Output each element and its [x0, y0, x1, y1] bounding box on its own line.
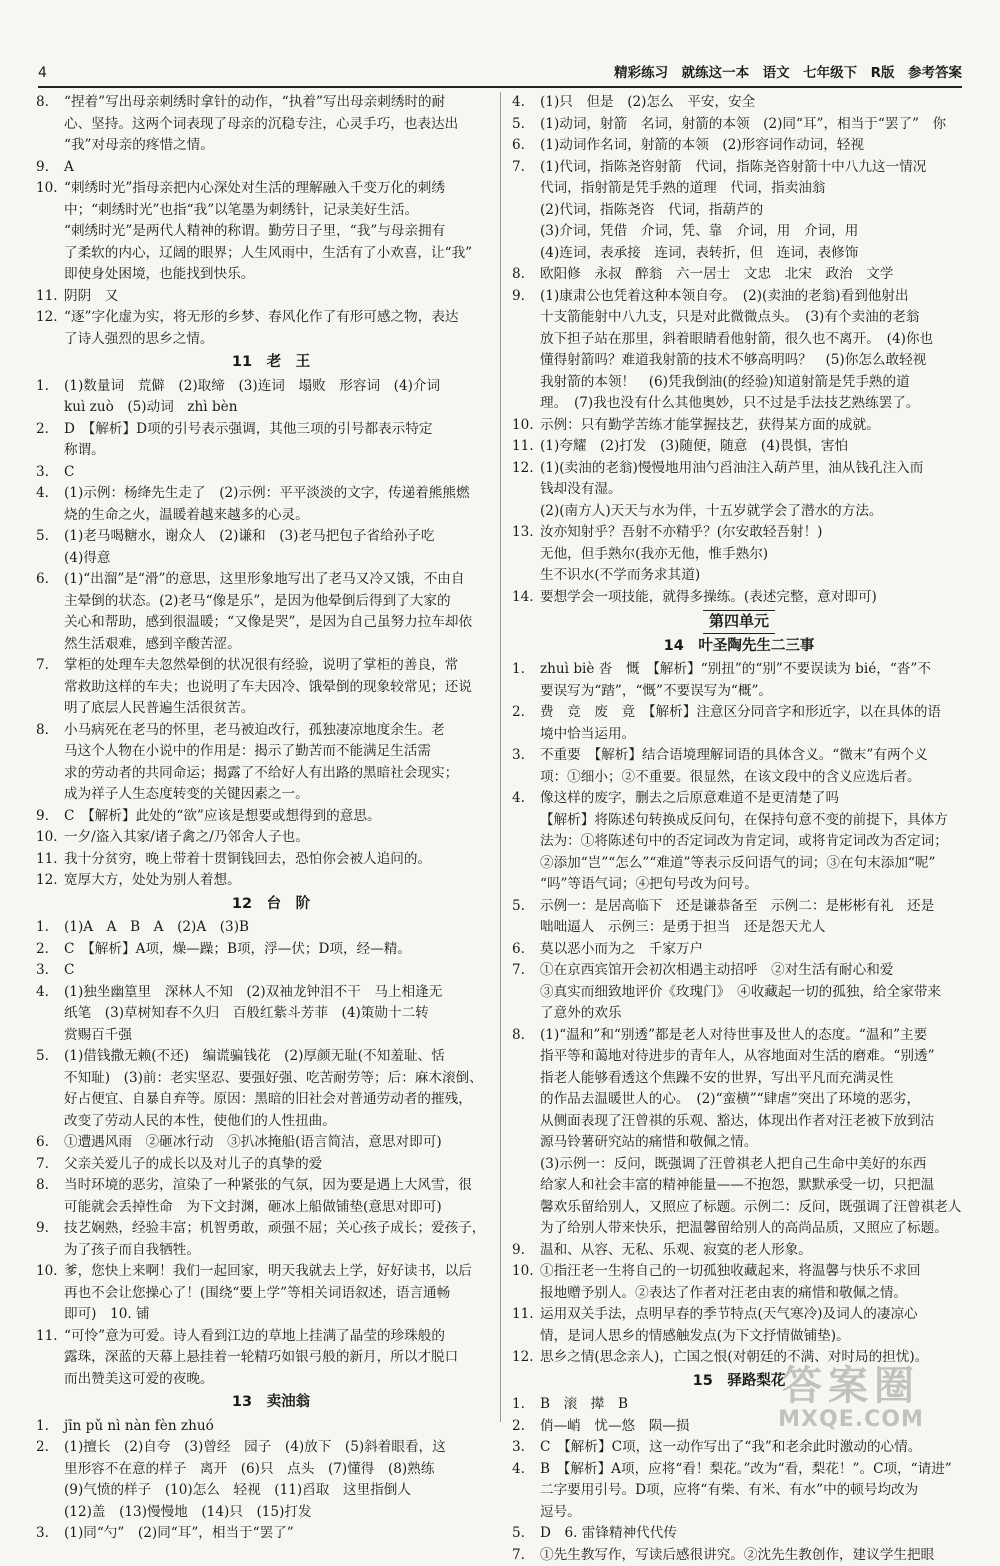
answer-line: 爹，您快上来啊！我们一起回家，明天我就去上学，好好读书，以后	[64, 1261, 506, 1283]
answer-line: 莫以恶小而为之 千家万户	[540, 939, 966, 961]
answer-number: 12.	[512, 1347, 534, 1369]
answer-number: 5.	[512, 1523, 525, 1545]
answer-line: B 【解析】A项，应将“看！梨花。”改为“看，梨花！”。C项，“请进”	[540, 1459, 966, 1481]
answer-number: 6.	[512, 135, 525, 157]
answer-number: 2.	[512, 1416, 525, 1438]
answer-line: (1)“温和”和“别透”都是老人对待世事及世人的态度。“温和”主要	[540, 1025, 966, 1047]
answer-line: 项：①细小；②不重要。很显然，在该文段中的含义应选后者。	[540, 767, 966, 789]
answer-item	[36, 1132, 506, 1154]
answer-item	[512, 702, 966, 745]
page-header	[38, 60, 962, 88]
answer-line: 运用双关手法，点明早春的季节特点(天气寒冷)及词人的凄凉心	[540, 1304, 966, 1326]
answer-line: 给家人和社会丰富的精神能量——不抱怨，默默承受一切，只把温	[540, 1175, 966, 1197]
answer-line: 烧的生命之火，温暖着越来越多的心灵。	[64, 505, 506, 527]
answer-item	[36, 1046, 506, 1132]
answer-line: 我十分贫穷，晚上带着十贯铜钱回去，恐怕你会被人追问的。	[64, 849, 506, 871]
answer-item	[512, 1025, 966, 1240]
page-number: 4	[38, 65, 47, 81]
answer-line: C 【解析】A项，燥—躁；B项，浮—伏；D项，经—精。	[64, 939, 506, 961]
answer-line: 十支箭能射中八九支，只是对此微微点头。 (3)有个卖油的老翁	[540, 307, 966, 329]
answer-line: 小马病死在老马的怀里，老马被迫改行，孤独凄凉地度余生。老	[64, 720, 506, 742]
answer-line: 指平等和蔼地对待进步的青年人，从容地面对生活的磨难。“别透”	[540, 1046, 966, 1068]
answer-number: 2.	[36, 419, 49, 441]
answer-item	[512, 436, 966, 458]
answer-item	[36, 307, 506, 350]
answer-line: 汝亦知射乎？吾射不亦精乎？(尔安敢轻吾射！)	[540, 522, 966, 544]
answer-line: 示例一：是居高临下 还是谦恭备至 示例二：是彬彬有礼 还是	[540, 896, 966, 918]
answer-line: (2)代词，指陈尧咨 代词，指葫芦的	[540, 200, 966, 222]
answer-item	[36, 462, 506, 484]
answer-item	[512, 458, 966, 523]
answer-number: 10.	[36, 1261, 58, 1283]
answer-line: 代词，指射箭是凭手熟的道理 代词，指卖油翁	[540, 178, 966, 200]
answer-number: 10.	[36, 178, 58, 200]
answer-number: 9.	[36, 157, 49, 179]
answer-number: 9.	[512, 286, 525, 308]
answer-line: C 【解析】此处的“欲”应该是想要或想得到的意思。	[64, 806, 506, 828]
answer-number: 5.	[512, 114, 525, 136]
answer-line: 温和、从容、无私、乐观、寂寞的老人形象。	[540, 1240, 966, 1262]
answer-number: 8.	[512, 1025, 525, 1047]
answer-line: (9)气愤的样子 (10)怎么 轻视 (11)舀取 这里指倒人	[64, 1480, 506, 1502]
answer-line: 不知耻) (3)前：老实坚忍、要强好强、吃苦耐劳等；后：麻木滚倒、	[64, 1068, 506, 1090]
answer-line: C	[64, 960, 506, 982]
answer-item	[36, 655, 506, 720]
left-column	[36, 92, 506, 1545]
answer-line: 源马铃薯研究站的痛惜和敬佩之情。	[540, 1132, 966, 1154]
answer-line: 示例：只有勤学苦练才能掌握技艺，获得某方面的成就。	[540, 415, 966, 437]
answer-number: 6.	[36, 1132, 49, 1154]
answer-line: 即可) 10. 铺	[64, 1304, 506, 1326]
answer-line: 父亲关爱儿子的成长以及对儿子的真挚的爱	[64, 1154, 506, 1176]
answer-line: 【解析】将陈述句转换成反问句，在保持句意不变的前提下，具体方	[540, 810, 966, 832]
answer-item	[512, 1437, 966, 1459]
answer-line: 常救助这样的车夫；也说明了车夫因冷、饿晕倒的现象较常见；还说	[64, 677, 506, 699]
answer-line: 我射箭的本领！ (6)凭我倒油(的经验)知道射箭是凭手熟的道	[540, 372, 966, 394]
answer-line: 像这样的废字，删去之后原意难道不是更清楚了吗	[540, 788, 966, 810]
answer-line: 称谓。	[64, 440, 506, 462]
answer-number: 8.	[512, 264, 525, 286]
answer-number: 11.	[512, 1304, 534, 1326]
answer-item	[512, 1545, 966, 1566]
answer-number: 13.	[512, 522, 534, 544]
answer-item	[36, 917, 506, 939]
answer-number: 7.	[36, 1154, 49, 1176]
answer-item	[512, 264, 966, 286]
answer-line: 掌柜的处理车夫忽然晕倒的状况很有经验，说明了掌柜的善良，常	[64, 655, 506, 677]
answer-line: 钱却没有湿。	[540, 479, 966, 501]
answer-line: 主晕倒的状态。(2)老马“像是乐”，是因为他晕倒后得到了大家的	[64, 591, 506, 613]
answer-line: (1)擅长 (2)自夸 (3)曾经 园子 (4)放下 (5)斜着眼看，这	[64, 1437, 506, 1459]
answer-line: ①指汪老一生将自己的一切孤独收藏起来，将温馨与快乐不求回	[540, 1261, 966, 1283]
answer-line: ①在京西宾馆开会初次相遇主动招呼 ②对生活有耐心和爱	[540, 960, 966, 982]
answer-line: “逐”字化虚为实，将无形的乡梦、春风化作了有形可感之物，表达	[64, 307, 506, 329]
answer-item	[512, 92, 966, 114]
answer-line: 指老人能够看透这个焦躁不安的世界，写出平凡而充满灵性	[540, 1068, 966, 1090]
answer-number: 12.	[36, 870, 58, 892]
answer-line: 从侧面表现了汪曾祺的乐观、豁达，体现出作者对汪老被下放到沽	[540, 1111, 966, 1133]
answer-number: 11.	[36, 849, 58, 871]
answer-line: 然生活艰难，感到辛酸苦涩。	[64, 634, 506, 656]
answer-item	[36, 178, 506, 286]
answer-number: 10.	[36, 827, 58, 849]
answer-line: (12)盖 (13)慢慢地 (14)只 (15)打发	[64, 1502, 506, 1524]
answer-item	[512, 659, 966, 702]
answer-line: 技艺娴熟，经验丰富；机智勇敢，顽强不屈；关心孩子成长；爱孩子，	[64, 1218, 506, 1240]
answer-line: 放下担子站在那里，斜着眼睛看他射箭，很久也不离开。 (4)你也	[540, 329, 966, 351]
unit-title-text: 第四单元	[703, 610, 775, 634]
answer-number: 1.	[36, 376, 49, 398]
answer-line: 情，是词人思乡的情感触发点(为下文抒情做铺垫)。	[540, 1326, 966, 1348]
answer-line: 即使身处困境，也能找到快乐。	[64, 264, 506, 286]
answer-line: 境中恰当运用。	[540, 724, 966, 746]
answer-number: 12.	[36, 307, 58, 329]
watermark-url: MXQE.COM	[746, 1408, 956, 1432]
answer-line: 了意外的欢乐	[540, 1003, 966, 1025]
answer-line: B 滚 撵 B	[540, 1394, 966, 1416]
answer-line: “刺绣时光”是两代人精神的称谓。勤劳日子里，“我”与母亲拥有	[64, 221, 506, 243]
section-heading: 15 驿路梨花	[512, 1371, 966, 1393]
answer-item	[512, 896, 966, 939]
answer-line: 赏赐百千强	[64, 1025, 506, 1047]
answer-line: (1)老马喝糖水，谢众人 (2)谦和 (3)老马把包子省给孙子吃	[64, 526, 506, 548]
answer-line: 当时环境的恶劣，渲染了一种紧张的气氛，因为要是遇上大风雪，很	[64, 1175, 506, 1197]
answer-number: 1.	[36, 1416, 49, 1438]
answer-number: 7.	[36, 655, 49, 677]
answer-line: 懂得射箭吗？难道我射箭的技术不够高明吗？ (5)你怎么敢轻视	[540, 350, 966, 372]
answer-number: 14.	[512, 587, 534, 609]
answer-line: 报地赠予别人。②表达了作者对汪老由衷的痛惜和敬佩之情。	[540, 1283, 966, 1305]
answer-number: 9.	[36, 1218, 49, 1240]
answer-number: 4.	[512, 788, 525, 810]
answer-number: 9.	[512, 1240, 525, 1262]
answer-number: 2.	[512, 702, 525, 724]
answer-number: 4.	[36, 483, 49, 505]
answer-item	[36, 1154, 506, 1176]
answer-number: 3.	[512, 745, 525, 767]
answer-item	[512, 960, 966, 1025]
answer-line: 纸笔 (3)草树知春不久归 百般红紫斗芳菲 (4)策勋十二转	[64, 1003, 506, 1025]
answer-line: 要误写为“踏”，“慨”不要误写为“概”。	[540, 681, 966, 703]
answer-number: 5.	[36, 1046, 49, 1068]
answer-item	[36, 526, 506, 569]
answer-line: “刺绣时光”指母亲把内心深处对生活的理解融入千变万化的刺绣	[64, 178, 506, 200]
answer-line: 为了给别人带来快乐，把温馨留给别人的高尚品质，又照应了标题。	[540, 1218, 966, 1240]
right-column	[512, 92, 966, 1566]
answer-number: 7.	[512, 1545, 525, 1566]
answer-number: 1.	[36, 917, 49, 939]
answer-line: 一夕/盗入其家/诸子禽之/乃邻舍人子也。	[64, 827, 506, 849]
answer-line: 二字要用引号。D项，应将“有柴、有米、有水”中的顿号均改为	[540, 1480, 966, 1502]
answer-line: 露珠，深蓝的天幕上悬挂着一轮精巧如银弓般的新月，所以才脱口	[64, 1347, 506, 1369]
answer-line: jīn pǔ nì nàn fèn zhuó	[64, 1416, 506, 1438]
answer-item	[512, 1459, 966, 1524]
answer-item	[512, 788, 966, 896]
answer-line: 理。 (7)我也没有什么其他奥妙，只不过是手法技艺熟练罢了。	[540, 393, 966, 415]
answer-line: 阴阴 又	[64, 286, 506, 308]
answer-line: 成为祥子人生态度转变的关键因素之一。	[64, 784, 506, 806]
answer-item	[36, 960, 506, 982]
answer-number: 3.	[36, 1523, 49, 1545]
answer-item	[36, 1175, 506, 1218]
answer-item	[36, 1326, 506, 1391]
answer-item	[512, 135, 966, 157]
answer-line: (3)介词，凭借 介词，凭、靠 介词，用 介词，用	[540, 221, 966, 243]
answer-item	[512, 587, 966, 609]
answer-number: 4.	[36, 982, 49, 1004]
answer-item	[512, 157, 966, 265]
answer-line: (1)“出溜”是“滑”的意思，这里形象地写出了老马又冷又饿，不由自	[64, 569, 506, 591]
answer-line: 可能就会丢掉性命 为下文封渊，砸冰上船做铺垫(意思对即可)	[64, 1197, 506, 1219]
answer-item	[512, 1240, 966, 1262]
answer-item	[36, 939, 506, 961]
answer-line: (1)独坐幽篁里 深林人不知 (2)双袖龙钟泪不干 马上相逢无	[64, 982, 506, 1004]
answer-line: D 【解析】D项的引号表示强调，其他三项的引号都表示特定	[64, 419, 506, 441]
answer-number: 9.	[36, 806, 49, 828]
answer-number: 1.	[512, 1394, 525, 1416]
answer-item	[36, 827, 506, 849]
answer-line: (4)得意	[64, 548, 506, 570]
answer-number: 11.	[36, 286, 58, 308]
answer-line: (1)动词，射箭 名词，射箭的本领 (2)同“耳”，相当于“罢了” 你	[540, 114, 966, 136]
answer-line: (1)动词作名词，射箭的本领 (2)形容词作动词，轻视	[540, 135, 966, 157]
answer-item	[36, 849, 506, 871]
answer-number: 8.	[36, 1175, 49, 1197]
answer-line: 欧阳修 永叔 醉翁 六一居士 文忠 北宋 政治 文学	[540, 264, 966, 286]
section-heading: 14 叶圣陶先生二三事	[512, 636, 966, 658]
answer-line: 再也不会让您操心了！(围绕“要上学”等相关词语叙述，语言通畅	[64, 1283, 506, 1305]
answer-line: C 【解析】C项，这一动作写出了“我”和老余此时激动的心情。	[540, 1437, 966, 1459]
answer-number: 8.	[36, 720, 49, 742]
answer-line: “可怜”意为可爱。诗人看到江边的草地上挂满了晶莹的珍珠般的	[64, 1326, 506, 1348]
answer-item	[512, 114, 966, 136]
watermark-text: 答案圈	[746, 1364, 956, 1408]
answer-item	[36, 1218, 506, 1261]
answer-line: 思乡之情(思念亲人)，亡国之恨(对朝廷的不满、对时局的担忧)。	[540, 1347, 966, 1369]
answer-line: 俏—峭 忧—悠 陨—损	[540, 1416, 966, 1438]
answer-item	[36, 870, 506, 892]
answer-item	[36, 1416, 506, 1438]
answer-line: 为了孩子而自我牺牲。	[64, 1240, 506, 1262]
answer-number: 5.	[36, 526, 49, 548]
answer-line: C	[64, 462, 506, 484]
answer-line: 宽厚大方，处处为别人着想。	[64, 870, 506, 892]
answer-item	[512, 1523, 966, 1545]
answer-item	[36, 982, 506, 1047]
answer-number: 11.	[36, 1326, 58, 1348]
answer-number: 10.	[512, 415, 534, 437]
answer-line: 关心和帮助，感到很温暖；“又像是哭”，是因为自己虽努力拉车却依	[64, 612, 506, 634]
answer-line: 中；“刺绣时光”也指“我”以笔墨为刺绣针，记录美好生活。	[64, 200, 506, 222]
answer-line: A	[64, 157, 506, 179]
answer-line: 无他，但手熟尔(我亦无他，惟手熟尔)	[540, 544, 966, 566]
answer-item	[36, 806, 506, 828]
answer-number: 1.	[512, 659, 525, 681]
answer-line: (1)数量词 荒僻 (2)取缔 (3)连词 塌败 形容词 (4)介词	[64, 376, 506, 398]
answer-line: “捏着”写出母亲刺绣时拿针的动作，“执着”写出母亲刺绣时的耐	[64, 92, 506, 114]
answer-line: (1)康肃公也凭着这种本领自夸。 (2)(卖油的老翁)看到他射出	[540, 286, 966, 308]
answer-item	[512, 745, 966, 788]
answer-line: 好占便宜、自暴自弃等。原因：黑暗的旧社会对普通劳动者的摧残，	[64, 1089, 506, 1111]
answer-line: (1)示例：杨绛先生走了 (2)示例：平平淡淡的文字，传递着熊熊燃	[64, 483, 506, 505]
answer-item	[36, 569, 506, 655]
answer-line: ①先生教写作，写读后感很讲究。②沈先生教创作，建议学生把眼	[540, 1545, 966, 1566]
answer-line: 求的劳动者的共同命运；揭露了不给好人有出路的黑暗社会现实；	[64, 763, 506, 785]
answer-item	[512, 286, 966, 415]
column-divider	[500, 92, 501, 1422]
section-heading: 11 老 王	[36, 352, 506, 374]
unit-title	[512, 610, 966, 634]
answer-line: (1)只 但是 (2)怎么 平安，安全	[540, 92, 966, 114]
answer-line: (1)A A B A (2)A (3)B	[64, 917, 506, 939]
answer-number: 8.	[36, 92, 49, 114]
answer-line: (1)(卖油的老翁)慢慢地用油勺舀油注入葫芦里，油从钱孔注入而	[540, 458, 966, 480]
answer-line: 里形容不在意的样子 离开 (6)只 点头 (7)懂得 (8)熟练	[64, 1459, 506, 1481]
answer-line: “吗”等语气词；④把句号改为问号。	[540, 874, 966, 896]
answer-line: 的作品去温暖世人的心。 (2)“蛮横”“肆虐”突出了环境的恶劣，	[540, 1089, 966, 1111]
answer-number: 10.	[512, 1261, 534, 1283]
answer-line: 而出赞美这可爱的夜晚。	[64, 1369, 506, 1391]
answer-line: 明了底层人民普遍生活很贫苦。	[64, 698, 506, 720]
answer-item	[36, 92, 506, 157]
answer-item	[36, 483, 506, 526]
answer-line: 不重要 【解析】结合语境理解词语的具体含义。“微末”有两个义	[540, 745, 966, 767]
answer-line: (1)借钱撒无赖(不还) 编谎骗钱花 (2)厚颜无耻(不知羞耻、恬	[64, 1046, 506, 1068]
answer-item	[36, 1261, 506, 1326]
answer-line: zhuì biè 沓 慨 【解析】“别扭”的“别”不要误读为 bié，“沓”不	[540, 659, 966, 681]
answer-number: 3.	[36, 462, 49, 484]
answer-line: 馨欢乐留给别人，又照应了标题。示例二：反问，既强调了汪曾祺老人	[540, 1197, 966, 1219]
answer-number: 11.	[512, 436, 534, 458]
answer-line: 咄咄逼人 示例三：是勇于担当 还是怨天尤人	[540, 917, 966, 939]
answer-line: 了诗人强烈的思乡之情。	[64, 329, 506, 351]
answer-item	[512, 1261, 966, 1304]
answer-number: 2.	[36, 1437, 49, 1459]
answer-number: 6.	[512, 939, 525, 961]
answer-number: 5.	[512, 896, 525, 918]
answer-item	[36, 1523, 506, 1545]
answer-line: ②添加“岂”“怎么”“难道”等表示反问语气的词；③在句末添加“呢”	[540, 853, 966, 875]
answer-item	[512, 415, 966, 437]
answer-number: 3.	[36, 960, 49, 982]
answer-number: 3.	[512, 1437, 525, 1459]
answer-line: ①遭遇风雨 ②砸冰行动 ③扒冰掩船(语言简洁，意思对即可)	[64, 1132, 506, 1154]
answer-line: 生不识水(不学而务求其道)	[540, 565, 966, 587]
answer-line: 马这个人物在小说中的作用是：揭示了勤苦而不能满足生活需	[64, 741, 506, 763]
answer-line: 要想学会一项技能，就得多操练。(表述完整，意对即可)	[540, 587, 966, 609]
answer-line: (1)夸耀 (2)打发 (3)随便，随意 (4)畏惧，害怕	[540, 436, 966, 458]
answer-number: 2.	[36, 939, 49, 961]
answer-number: 4.	[512, 92, 525, 114]
answer-line: ③真实而细致地评价《玫瑰门》 ④收藏起一切的孤独，给全家带来	[540, 982, 966, 1004]
answer-line: 费 竞 废 竟 【解析】注意区分同音字和形近字，以在具体的语	[540, 702, 966, 724]
answer-item	[36, 157, 506, 179]
answer-line: 改变了劳动人民的本性，使他们的人性扭曲。	[64, 1111, 506, 1133]
watermark-logo	[746, 1364, 956, 1436]
header-title: 精彩练习 就练这一本 语文 七年级下 R版 参考答案	[614, 61, 962, 81]
section-heading: 13 卖油翁	[36, 1392, 506, 1414]
answer-number: 4.	[512, 1459, 525, 1481]
answer-item	[36, 720, 506, 806]
section-heading: 12 台 阶	[36, 894, 506, 916]
answer-line: (1)代词，指陈尧咨射箭 代词，指陈尧咨射箭十中八九这一情况	[540, 157, 966, 179]
answer-line: 法为：①将陈述句中的否定词改为肯定词，或将肯定词改为否定词；	[540, 831, 966, 853]
answer-item	[36, 286, 506, 308]
answer-number: 12.	[512, 458, 534, 480]
answer-number: 6.	[36, 569, 49, 591]
answer-line: D 6. 雷锋精神代代传	[540, 1523, 966, 1545]
answer-line: (2)(南方人)天天与水为伴，十五岁就学会了潜水的方法。	[540, 501, 966, 523]
answer-line: (1)同“勺” (2)同“耳”，相当于“罢了”	[64, 1523, 506, 1545]
answer-number: 7.	[512, 960, 525, 982]
answer-number: 7.	[512, 157, 525, 179]
answer-item	[36, 376, 506, 419]
answer-item	[512, 939, 966, 961]
answer-line: (4)连词，表承接 连词，表转折，但 连词，表修饰	[540, 243, 966, 265]
answer-item	[512, 1304, 966, 1347]
answer-item	[512, 522, 966, 587]
answer-line: 心、坚持。这两个词表现了母亲的沉稳专注，心灵手巧，也表达出	[64, 114, 506, 136]
answer-line: 了柔软的内心，辽阔的眼界；人生风雨中，生活有了小欢喜，让“我”	[64, 243, 506, 265]
answer-line: (3)示例一：反问，既强调了汪曾祺老人把自己生命中美好的东西	[540, 1154, 966, 1176]
answer-line: 逗号。	[540, 1502, 966, 1524]
answer-item	[36, 1437, 506, 1523]
answer-item	[36, 419, 506, 462]
answer-line: kuì zuò (5)动词 zhì bèn	[64, 397, 506, 419]
answer-line: “我”对母亲的疼惜之情。	[64, 135, 506, 157]
